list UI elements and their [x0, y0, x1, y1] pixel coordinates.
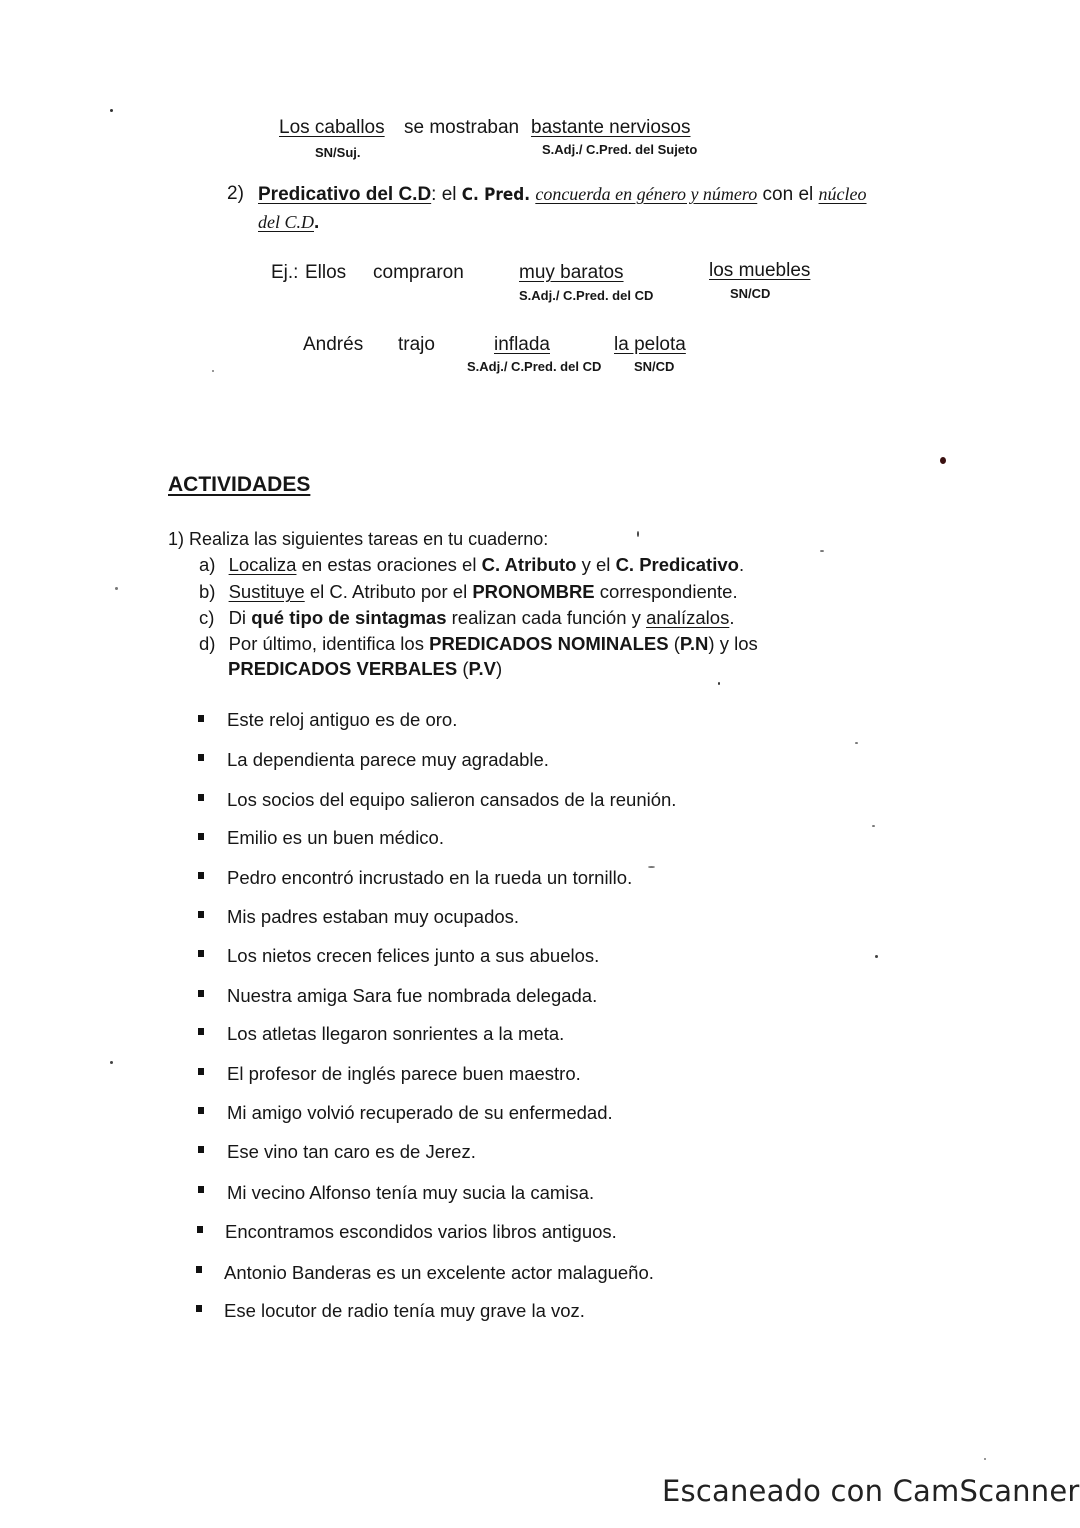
- syntax-label: S.Adj./ C.Pred. del CD: [519, 288, 654, 303]
- syntax-label: S.Adj./ C.Pred. del Sujeto: [542, 142, 698, 157]
- bullet-icon: [196, 1266, 202, 1273]
- syntax-label: S.Adj./ C.Pred. del CD: [467, 359, 602, 374]
- speck: [637, 531, 639, 537]
- speck: [110, 109, 113, 112]
- sentence-text: La dependienta parece muy agradable.: [227, 749, 549, 770]
- example-word: la pelota: [614, 334, 686, 355]
- speck: [984, 1458, 986, 1460]
- speck: [855, 742, 858, 744]
- example-word: bastante nerviosos: [531, 117, 691, 138]
- sentence-text: Los nietos crecen felices junto a sus abuelos.: [227, 945, 600, 966]
- syntax-label: SN/Suj.: [315, 145, 361, 160]
- task-item-b: b) Sustituye el C. Atributo por el PRONOMBRE correspondiente.: [199, 581, 738, 602]
- task-item-a: a) Localiza en estas oraciones el C. Atributo y el C. Predicativo.: [199, 554, 745, 575]
- speck: [875, 955, 878, 958]
- sentence-text: Los socios del equipo salieron cansados de la reunión.: [227, 789, 677, 810]
- bullet-icon: [198, 950, 204, 957]
- syntax-label: SN/CD: [730, 286, 771, 301]
- sentence-text: Este reloj antiguo es de oro.: [227, 709, 458, 730]
- speck: [110, 1061, 113, 1064]
- bullet-icon: [198, 1068, 204, 1075]
- example-word: compraron: [373, 262, 464, 283]
- sentence-text: Nuestra amiga Sara fue nombrada delegada.: [227, 985, 598, 1006]
- bullet-icon: [198, 911, 204, 918]
- example-word: Ellos: [305, 262, 347, 283]
- speck: [872, 825, 875, 827]
- sentence-text: Ese vino tan caro es de Jerez.: [227, 1141, 476, 1162]
- bullet-icon: [198, 754, 204, 761]
- example-word: Andrés: [303, 334, 364, 355]
- task-item-d-cont: PREDICADOS VERBALES (P.V): [228, 658, 503, 679]
- sentence-text: Encontramos escondidos varios libros antiguos.: [225, 1221, 617, 1242]
- bullet-icon: [196, 1305, 202, 1312]
- sentence-text: Mi amigo volvió recuperado de su enfermedad.: [227, 1102, 613, 1123]
- bullet-icon: [198, 715, 204, 722]
- bullet-icon: [198, 1186, 204, 1193]
- example-word: los muebles: [709, 260, 811, 281]
- speck: [212, 370, 214, 372]
- example-word: muy baratos: [519, 262, 624, 283]
- section-number: 2): [227, 183, 244, 204]
- sentence-text: El profesor de inglés parece buen maestro.: [227, 1063, 581, 1084]
- syntax-label: SN/CD: [634, 359, 675, 374]
- bullet-icon: [198, 1028, 204, 1035]
- bullet-icon: [198, 990, 204, 997]
- bullet-icon: [197, 1226, 203, 1233]
- sentence-text: Pedro encontró incrustado en la rueda un tornillo.: [227, 867, 633, 888]
- example-prefix: Ej.:: [271, 262, 299, 283]
- speck: [940, 457, 946, 464]
- activities-heading: ACTIVIDADES: [168, 473, 311, 496]
- sentence-text: Emilio es un buen médico.: [227, 827, 444, 848]
- sentence-text: Mi vecino Alfonso tenía muy sucia la camisa.: [227, 1182, 595, 1203]
- speck: [648, 866, 655, 868]
- bullet-icon: [198, 794, 204, 801]
- activities-intro: 1) Realiza las siguientes tareas en tu cuaderno:: [168, 529, 549, 549]
- bullet-icon: [198, 1146, 204, 1153]
- sentence-text: Ese locutor de radio tenía muy grave la voz.: [224, 1300, 585, 1321]
- example-word: se mostraban: [404, 117, 520, 138]
- task-item-c: c) Di qué tipo de sintagmas realizan cada función y analízalos.: [199, 607, 735, 628]
- watermark: Escaneado con CamScanner: [662, 1474, 1080, 1508]
- section-term: Predicativo del C.D: [258, 184, 432, 205]
- section-definition: Predicativo del C.D: el C. Pred. concuerda en género y número con el núcleo: [258, 184, 867, 205]
- speck: [115, 587, 118, 590]
- section-definition-cont: del C.D.: [258, 212, 320, 233]
- bullet-icon: [198, 833, 204, 840]
- speck: [820, 550, 824, 552]
- example-word: inflada: [494, 334, 550, 355]
- sentence-text: Mis padres estaban muy ocupados.: [227, 906, 520, 927]
- example-word: trajo: [398, 334, 435, 355]
- bullet-icon: [198, 872, 204, 879]
- example-word: Los caballos: [279, 117, 385, 138]
- sentence-text: Antonio Banderas es un excelente actor malagueño.: [224, 1262, 654, 1283]
- sentence-text: Los atletas llegaron sonrientes a la meta.: [227, 1023, 565, 1044]
- speck: [718, 682, 720, 685]
- task-item-d: d) Por último, identifica los PREDICADOS NOMINALES (P.N) y los: [199, 633, 758, 654]
- bullet-icon: [198, 1107, 204, 1114]
